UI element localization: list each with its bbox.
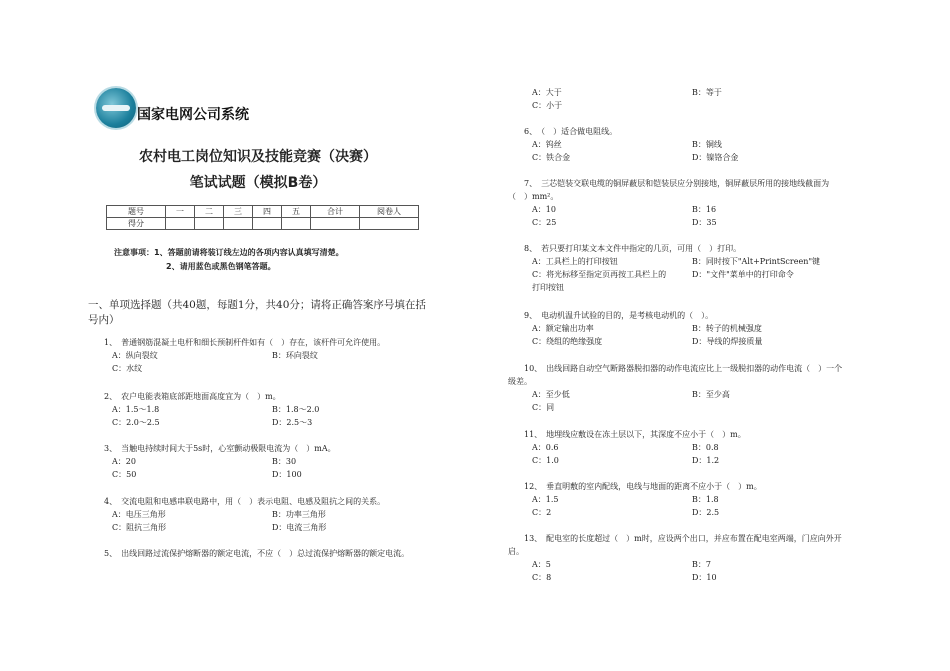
- option: B：等于: [692, 88, 722, 97]
- question-stem: 10、 出线回路自动空气断路器脱扣器的动作电流应比上一级脱扣器的动作电流（ ）一个级差。: [508, 364, 843, 386]
- option: D："文件"菜单中的打印命令: [692, 270, 794, 279]
- question-stem: 1、 普通钢筋混凝土电杆和细长预制杆件如有（ ）存在，该杆件可允许使用。: [104, 338, 386, 347]
- options: [508, 493, 848, 519]
- question-5-options: [508, 86, 848, 112]
- option: D：10: [692, 573, 717, 582]
- option: A：电压三角形: [112, 510, 166, 519]
- score-cell: [311, 218, 360, 230]
- score-header-cell: 合计: [311, 206, 360, 218]
- score-cell: [282, 218, 311, 230]
- question-12: [508, 480, 848, 519]
- instruction-line: 2、请用蓝色或黑色钢笔答题。: [166, 262, 276, 271]
- option: B：同时按下"Alt+PrintScreen"键: [692, 257, 821, 266]
- question-10: [508, 362, 848, 414]
- option: C：小于: [532, 101, 563, 110]
- option: C：铁合金: [532, 153, 571, 162]
- option: A：钨丝: [532, 140, 562, 149]
- question-11: [508, 428, 848, 467]
- option: C：1.0: [532, 456, 559, 465]
- question-13: [508, 532, 848, 584]
- score-cell: [195, 218, 224, 230]
- option: B：7: [692, 560, 711, 569]
- option: [668, 99, 828, 112]
- option: D：导线的焊接质量: [692, 337, 763, 346]
- option: A：纵向裂纹: [112, 351, 158, 360]
- options: [508, 255, 848, 294]
- option: A：5: [532, 560, 551, 569]
- option: B：至少高: [692, 390, 730, 399]
- question-stem: 12、 垂直明敷的室内配线，电线与地面的距离不应小于（ ）m。: [524, 482, 762, 491]
- score-header-cell: 二: [195, 206, 224, 218]
- question-9: [508, 309, 848, 348]
- option: B：30: [272, 457, 297, 466]
- option: A：0.6: [532, 443, 559, 452]
- option: D：电流三角形: [272, 523, 327, 532]
- option: D：35: [692, 218, 717, 227]
- options: [88, 403, 428, 429]
- option: B：1.8～2.0: [272, 405, 320, 414]
- question-7: [508, 177, 848, 229]
- option: [668, 401, 828, 414]
- section-title: 一、单项选择题（共40题，每题1分，共40分；请将正确答案序号填在括号内）: [88, 299, 426, 326]
- option: D：2.5～3: [272, 418, 313, 427]
- question-stem: 8、 若只要打印某文本文件中指定的几页，可用（ ）打印。: [524, 244, 742, 253]
- options: [88, 455, 428, 481]
- option: C：50: [112, 470, 137, 479]
- option: C：绕组的绝缘强度: [532, 337, 603, 346]
- question-stem: 13、 配电室的长度超过（ ）m时，应设两个出口，并应布置在配电室两端，门应向外开启。: [508, 534, 842, 556]
- score-header-cell: 阅卷人: [360, 206, 419, 218]
- option: [248, 362, 408, 375]
- option: D：2.5: [692, 508, 720, 517]
- options: [88, 508, 428, 534]
- question-stem: 7、 三芯铠装交联电缆的铜屏蔽层和铠装层应分别接地，铜屏蔽层所用的接地线截面为（ ）mm²。: [508, 179, 830, 201]
- option: A：1.5～1.8: [112, 405, 160, 414]
- question-1: [88, 336, 428, 375]
- score-header-cell: 一: [166, 206, 195, 218]
- option: C：将光标移至指定页再按工具栏上的打印按钮: [532, 270, 667, 292]
- option: C：25: [532, 218, 557, 227]
- option: D：1.2: [692, 456, 720, 465]
- question-stem: 2、 农户电能表箱底部距地面高度宜为（ ）m。: [104, 392, 281, 401]
- option: A：大于: [532, 88, 562, 97]
- score-table: [106, 205, 419, 230]
- score-header-cell: 三: [224, 206, 253, 218]
- option: A：额定输出功率: [532, 324, 594, 333]
- option: B：转子的机械强度: [692, 324, 762, 333]
- options: [508, 86, 848, 112]
- option: B：16: [692, 205, 717, 214]
- score-header-cell: 五: [282, 206, 311, 218]
- option: B：铜线: [692, 140, 722, 149]
- question-stem: 3、 当触电持续时间大于5s时，心室颤动极限电流为（ ）mA。: [104, 444, 336, 453]
- exam-subtitle: 笔试试题（模拟B卷）: [189, 175, 327, 191]
- option: B：1.8: [692, 495, 719, 504]
- option: D：100: [272, 470, 302, 479]
- option: A：1.5: [532, 495, 559, 504]
- option: B：功率三角形: [272, 510, 326, 519]
- options: [508, 388, 848, 414]
- score-cell: [360, 218, 419, 230]
- option: C：同: [532, 403, 555, 412]
- option: B：环向裂纹: [272, 351, 318, 360]
- option: A：工具栏上的打印按钮: [532, 257, 618, 266]
- question-stem: 11、 地埋线应敷设在冻土层以下，其深度不应小于（ ）m。: [524, 430, 746, 439]
- score-cell: 得分: [107, 218, 166, 230]
- score-cell: [224, 218, 253, 230]
- question-2: [88, 390, 428, 429]
- score-header-cell: 四: [253, 206, 282, 218]
- option: C：2.0～2.5: [112, 418, 160, 427]
- options: [88, 349, 428, 375]
- question-8: [508, 242, 848, 294]
- option: A：20: [112, 457, 136, 466]
- option: C：阻抗三角形: [112, 523, 167, 532]
- options: [508, 558, 848, 584]
- option: A：至少低: [532, 390, 570, 399]
- question-3: [88, 442, 428, 481]
- score-cell: [253, 218, 282, 230]
- question-stem: 4、 交流电阻和电感串联电路中，用（ ）表示电阻、电感及阻抗之间的关系。: [104, 497, 386, 506]
- question-stem: 5、 出线回路过流保护熔断器的额定电流，不应（ ）总过流保护熔断器的额定电流。: [104, 549, 410, 558]
- question-4: [88, 495, 428, 534]
- option: C：8: [532, 573, 552, 582]
- option: A：10: [532, 205, 556, 214]
- exam-title: 农村电工岗位知识及技能竞赛（决赛）: [139, 149, 377, 165]
- options: [508, 322, 848, 348]
- instruction-line: 注意事项：1、答题前请将装订线左边的各项内容认真填写清楚。: [114, 248, 344, 257]
- score-cell: [166, 218, 195, 230]
- options: [508, 203, 848, 229]
- option: C：水纹: [112, 364, 143, 373]
- company-name: 国家电网公司系统: [137, 107, 249, 123]
- question-stem: 6、 （ ）适合做电阻线。: [524, 127, 618, 136]
- option: C：2: [532, 508, 552, 517]
- options: [508, 441, 848, 467]
- score-header-cell: 题号: [107, 206, 166, 218]
- option: B：0.8: [692, 443, 719, 452]
- question-6: [508, 125, 848, 164]
- instructions: [114, 246, 344, 274]
- options: [508, 138, 848, 164]
- option: D：镍铬合金: [692, 153, 739, 162]
- question-5: [88, 547, 428, 560]
- sgcc-logo: [96, 88, 136, 128]
- question-stem: 9、 电动机温升试验的目的，是考核电动机的（ ）。: [524, 311, 714, 320]
